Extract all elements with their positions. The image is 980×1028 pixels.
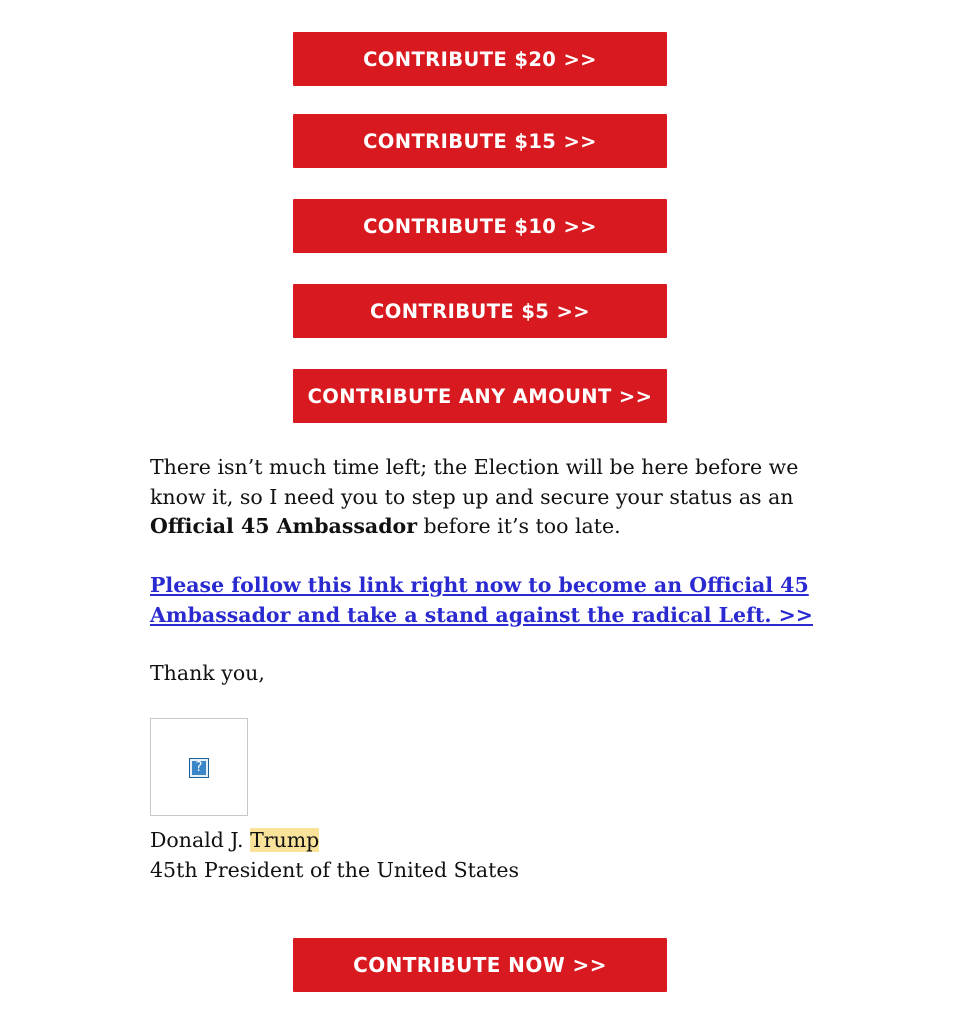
signature-image-placeholder xyxy=(150,718,248,816)
closing-text: Thank you, xyxy=(150,661,265,685)
signer-first-name: Donald J. xyxy=(150,828,251,852)
contribute-now-button[interactable]: CONTRIBUTE NOW >> xyxy=(293,938,667,992)
signer-surname-highlighted: Trump xyxy=(250,828,320,852)
signer-name xyxy=(150,826,319,856)
become-ambassador-link[interactable]: Please follow this link right now to become an Official 45 Ambassador and take a stand against the radical Left. >> xyxy=(150,573,813,627)
body-paragraph xyxy=(150,453,830,542)
body-paragraph-text-2: before it’s too late. xyxy=(417,514,621,538)
contribute-10-button[interactable]: CONTRIBUTE $10 >> xyxy=(293,199,667,253)
official-45-ambassador-bold: Official 45 Ambassador xyxy=(150,514,418,538)
contribute-15-button[interactable]: CONTRIBUTE $15 >> xyxy=(293,114,667,168)
broken-image-icon: ? xyxy=(189,758,209,778)
signer-title: 45th President of the United States xyxy=(150,858,520,882)
contribute-5-button[interactable]: CONTRIBUTE $5 >> xyxy=(293,284,667,338)
contribute-20-button[interactable]: CONTRIBUTE $20 >> xyxy=(293,32,667,86)
contribute-any-amount-button[interactable]: CONTRIBUTE ANY AMOUNT >> xyxy=(293,369,667,423)
body-paragraph-text-1: There isn’t much time left; the Election will be here before we know it, so I need you to step up and secure your status as an xyxy=(150,455,799,509)
